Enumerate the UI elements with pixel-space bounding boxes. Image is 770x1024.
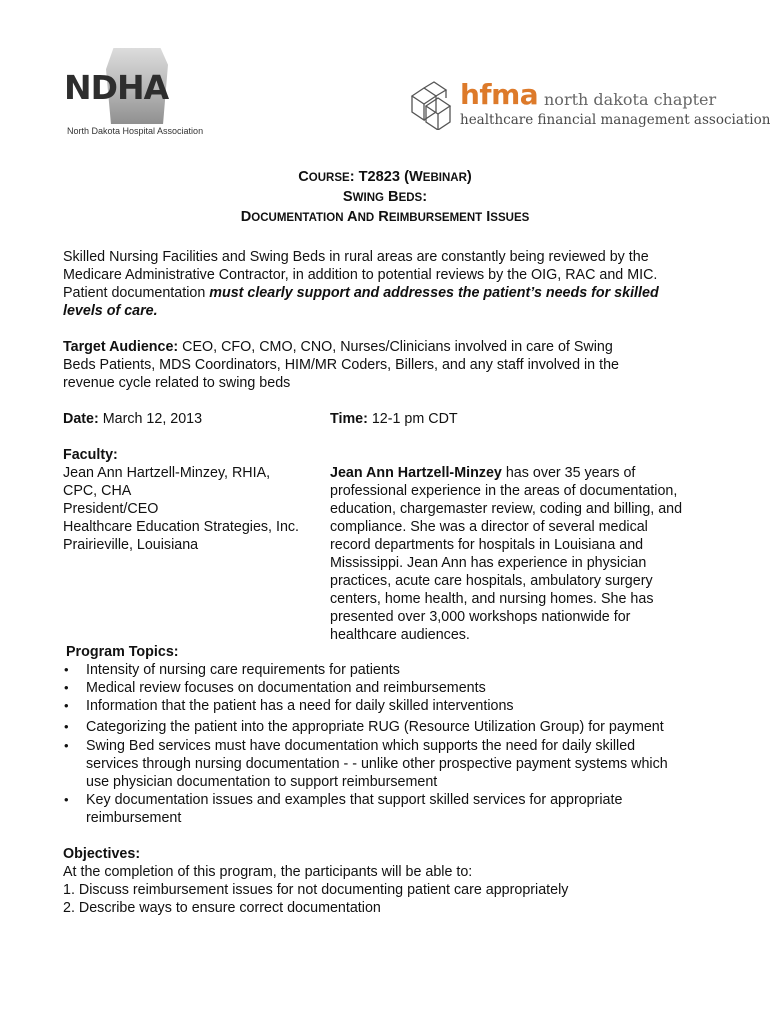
audience-line-1: Target Audience: CEO, CFO, CMO, CNO, Nurses/Clinicians involved in care of Swing <box>63 339 613 355</box>
intro-line-1: Skilled Nursing Facilities and Swing Beds in rural areas are constantly being reviewed by the <box>63 249 649 265</box>
bio-line: Mississippi. Jean Ann has experience in physician <box>330 555 647 571</box>
hfma-logo-text: hfma <box>460 78 539 111</box>
list-item: 2. Describe ways to ensure correct documentation <box>63 900 381 916</box>
list-item: Information that the patient has a need for daily skilled interventions <box>86 698 514 714</box>
list-item: services through nursing documentation - - unlike other prospective payment systems which <box>86 756 668 772</box>
audience-line-3: revenue cycle related to swing beds <box>63 375 291 391</box>
faculty-detail-line: Healthcare Education Strategies, Inc. <box>63 519 300 535</box>
hfma-logo <box>404 74 770 138</box>
bio-line-1: Jean Ann Hartzell-Minzey has over 35 years of <box>330 465 636 481</box>
intro-line-3: Patient documentation must clearly support and addresses the patient’s needs for skilled <box>63 285 659 301</box>
intro-line-2: Medicare Administrative Contractor, in addition to potential reviews by the OIG, RAC and MIC. <box>63 267 658 283</box>
bio-line: centers, home health, and nursing homes. She has <box>330 591 654 607</box>
bio-line: education, chargemaster review, coding and billing, and <box>330 501 683 517</box>
list-item: use physician documentation to support reimbursement <box>86 774 438 790</box>
list-item: Swing Bed services must have documentation which supports the need for daily skilled <box>86 738 636 754</box>
faculty-detail-line: Jean Ann Hartzell-Minzey, RHIA, <box>63 465 271 481</box>
list-item: Categorizing the patient into the appropriate RUG (Resource Utilization Group) for payment <box>86 719 664 735</box>
faculty-detail-line: President/CEO <box>63 501 159 517</box>
bullet-icon: • <box>64 719 69 734</box>
course-subtitle: SWING BEDS: <box>342 189 428 205</box>
ndha-logo <box>56 40 216 140</box>
audience-line-2: Beds Patients, MDS Coordinators, HIM/MR Coders, Billers, and any staff involved in the <box>63 357 619 373</box>
ndha-logo-text: NDHA <box>64 68 169 107</box>
bio-line: healthcare audiences. <box>330 627 470 643</box>
bio-line: professional experience in the areas of documentation, <box>330 483 678 499</box>
faculty-label: Faculty: <box>63 447 118 463</box>
date-field: Date: March 12, 2013 <box>63 411 203 427</box>
ndha-logo-name: North Dakota Hospital Association <box>67 126 204 136</box>
list-item: reimbursement <box>86 810 182 826</box>
bullet-icon: • <box>64 680 69 695</box>
hfma-cube-icon <box>404 80 458 130</box>
course-title: COURSE: T2823 (WEBINAR) <box>298 169 472 185</box>
intro-line-4: levels of care. <box>63 303 158 319</box>
time-field: Time: 12-1 pm CDT <box>330 411 458 427</box>
hfma-association-text: healthcare financial management association <box>460 112 770 128</box>
list-item: Intensity of nursing care requirements for patients <box>86 662 400 678</box>
bio-line: compliance. She was a director of several medical <box>330 519 648 535</box>
bullet-icon: • <box>64 698 69 713</box>
bullet-icon: • <box>64 792 69 807</box>
objectives-label: Objectives: <box>63 846 141 862</box>
faculty-detail-line: CPC, CHA <box>63 483 132 499</box>
topics-label: Program Topics: <box>66 644 179 660</box>
bullet-icon: • <box>64 738 69 753</box>
list-item: Key documentation issues and examples that support skilled services for appropriate <box>86 792 623 808</box>
bullet-icon: • <box>64 662 69 677</box>
bio-name: Jean Ann Hartzell-Minzey <box>330 465 502 481</box>
bio-line: record departments for hospitals in Louisiana and <box>330 537 644 553</box>
hfma-chapter-text: north dakota chapter <box>544 90 717 109</box>
course-subtitle-2: DOCUMENTATION AND REIMBURSEMENT ISSUES <box>240 209 530 225</box>
bio-line: practices, acute care hospitals, ambulatory surgery <box>330 573 653 589</box>
intro-emphasis: must clearly support and addresses the patient’s needs for skilled <box>209 285 659 301</box>
list-item: 1. Discuss reimbursement issues for not documenting patient care appropriately <box>63 882 569 898</box>
audience-label: Target Audience: <box>63 339 179 355</box>
faculty-detail-line: Prairieville, Louisiana <box>63 537 199 553</box>
bio-line: presented over 3,000 workshops nationwide for <box>330 609 631 625</box>
objectives-intro: At the completion of this program, the participants will be able to: <box>63 864 473 880</box>
list-item: Medical review focuses on documentation and reimbursements <box>86 680 486 696</box>
